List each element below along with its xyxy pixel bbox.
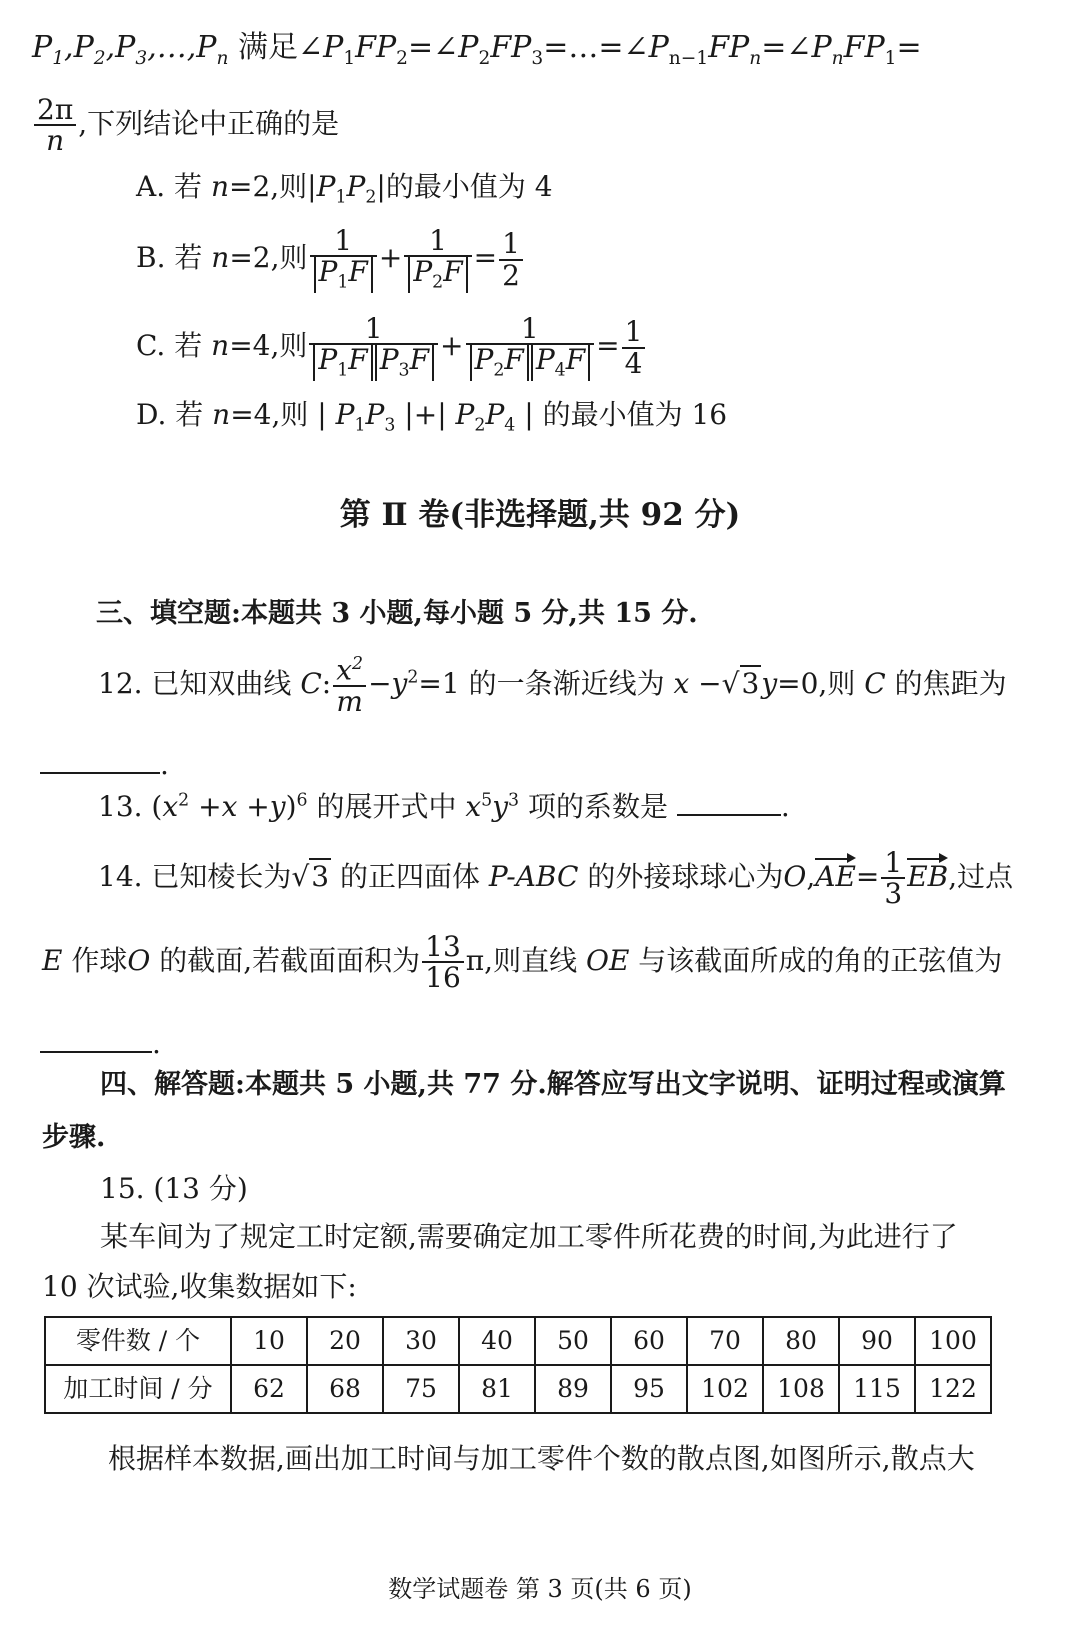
table-cell: 115: [839, 1365, 915, 1413]
experiment-data-table: [44, 1316, 992, 1414]
table-header-parts: 零件数 / 个: [45, 1317, 231, 1365]
table-cell: 122: [915, 1365, 991, 1413]
table-cell: 75: [383, 1365, 459, 1413]
option-c: C. 若 n=4,则 $\frac{1}{P_1F P_3F}$ + $\frac{1}{P_2F P_4F}$ = $\frac{1}{4}$: [136, 314, 647, 381]
table-cell: 62: [231, 1365, 307, 1413]
table-cell: 90: [839, 1317, 915, 1365]
question-14-answer-blank: .: [40, 1027, 161, 1061]
table-row-parts: [45, 1317, 991, 1365]
table-cell: 89: [535, 1365, 611, 1413]
table-cell: 102: [687, 1365, 763, 1413]
table-cell: 108: [763, 1365, 839, 1413]
section-2-title: 第 Ⅱ 卷(非选择题,共 92 分): [339, 497, 741, 533]
question-15-text-3: 根据样本数据,画出加工时间与加工零件个数的散点图,如图所示,散点大: [108, 1442, 975, 1475]
table-row-times: [45, 1365, 991, 1413]
intro-question-text: ,下列结论中正确的是: [78, 106, 340, 140]
table-cell: 68: [307, 1365, 383, 1413]
table-cell: 20: [307, 1317, 383, 1365]
table-cell: 30: [383, 1317, 459, 1365]
question-14-line-1: 14. 已知棱长为√3 的正四面体 P-ABC 的外接球球心为O,AE= $\frac{1}{3}$ EB,过点: [98, 846, 1014, 911]
table-cell: 10: [231, 1317, 307, 1365]
points-list: $P_1,P_2,P_3,\dots,P_n$: [32, 30, 229, 69]
question-13: 13. $(x^2 +x +y)^6$ 的展开式中 $x^5y^3$ 项的系数是 .: [98, 790, 790, 823]
table-cell: 50: [535, 1317, 611, 1365]
part-4-heading-line-2: 步骤.: [42, 1122, 106, 1153]
question-14-line-2: E 作球O 的截面,若截面面积为 $\frac{13}{16}$ π,则直线 OE 与该截面所成的角的正弦值为: [42, 930, 1003, 995]
table-cell: 80: [763, 1317, 839, 1365]
table-cell: 81: [459, 1365, 535, 1413]
table-cell: 100: [915, 1317, 991, 1365]
question-15-text-1: 某车间为了规定工时定额,需要确定加工零件所花费的时间,为此进行了: [100, 1220, 958, 1253]
intro-line-1: $P_1,P_2,P_3,\dots,P_n$ 满足$\angle P_1FP_2=\angle P_2FP_3=\dots=\angle P_{n-1}FP_n=\angle P_nFP_1=$: [32, 30, 922, 69]
question-13-answer-blank: [677, 792, 781, 816]
table-cell: 95: [611, 1365, 687, 1413]
table-cell: 70: [687, 1317, 763, 1365]
intro-line-2: [32, 95, 339, 156]
angle-fraction: $\frac{2\pi}{n}$: [34, 95, 76, 156]
option-b: B. 若 n=2,则 $\frac{1}{P_1F}$ + $\frac{1}{P_2F}$ = $\frac{1}{2}$: [136, 226, 525, 293]
question-12: 12. 已知双曲线 C: $\frac{x^2}{m}$ $-y^2=1$ 的一条渐近线为 x −√3y=0,则 C 的焦距为: [98, 653, 1007, 718]
option-a: A. 若 n=2,则$|P_1P_2|$的最小值为 4: [136, 170, 553, 208]
table-cell: 60: [611, 1317, 687, 1365]
table-header-times: 加工时间 / 分: [45, 1365, 231, 1413]
table-cell: 40: [459, 1317, 535, 1365]
question-15-label: 15. (13 分): [100, 1172, 248, 1205]
part-3-heading: 三、填空题:本题共 3 小题,每小题 5 分,共 15 分.: [96, 598, 698, 629]
option-d: D. 若 n=4,则 | $P_1P_3$ |+| $P_2P_4$ | 的最小值为 16: [136, 398, 728, 436]
question-15-text-2: 10 次试验,收集数据如下:: [42, 1270, 357, 1303]
page-footer: 数学试题卷 第 3 页(共 6 页): [388, 1575, 692, 1603]
question-12-answer-blank: .: [40, 748, 169, 782]
part-4-heading-line-1: 四、解答题:本题共 5 小题,共 77 分.解答应写出文字说明、证明过程或演算: [100, 1069, 1006, 1100]
